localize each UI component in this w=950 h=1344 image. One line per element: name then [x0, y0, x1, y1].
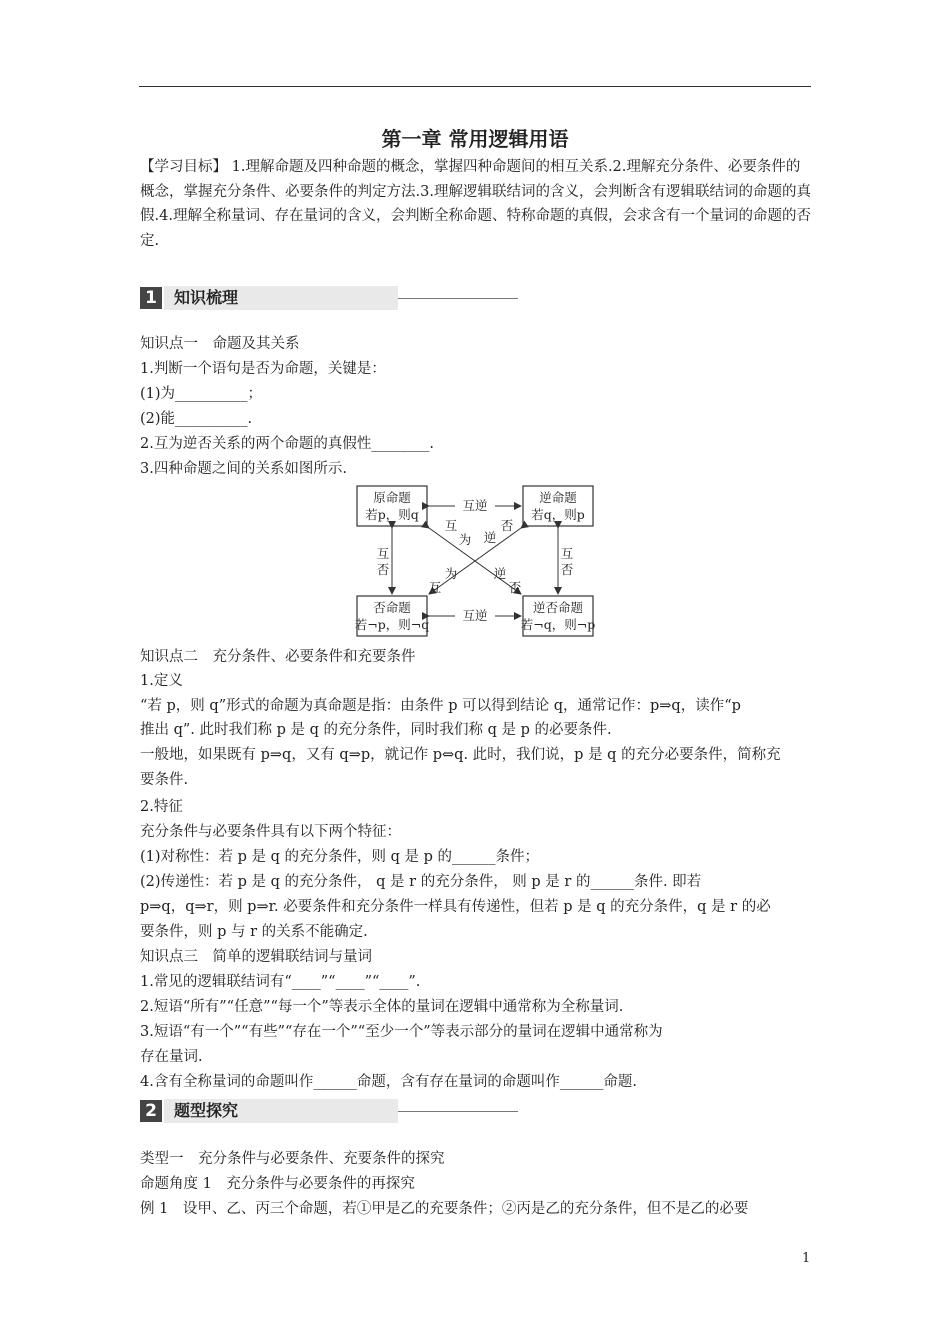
text-line: 1.常见的逻辑联结词有“____”“____”“____”. [140, 974, 421, 990]
header-rule [139, 86, 811, 87]
box-title: 逆命题 [539, 490, 577, 505]
text-line: 1.判断一个语句是否为命题，关键是： [140, 361, 386, 377]
section-rule [398, 298, 518, 299]
angle-1-heading: 命题角度 1 充分条件与必要条件的再探究 [140, 1176, 415, 1192]
text-line: 1.定义 [140, 673, 183, 689]
text-line: 要条件，则 p 与 r 的关系不能确定. [140, 924, 368, 940]
text-line: 充分条件与必要条件具有以下两个特征： [140, 824, 401, 840]
box-sub: 若¬q，则¬p [520, 617, 595, 632]
diagonal-label: 为 [444, 566, 458, 581]
learning-objectives: 【学习目标】 1.理解命题及四种命题的概念，掌握四种命题间的相互关系.2.理解充分条件、必要条件的概念，掌握充分条件、必要条件的判定方法.3.理解逻辑联结词的含义，会判断含有逻辑联结词的命题的真假.4.理解全称量词、存在量词的含义，会判断全称命题、特称命题的真假，会求含有一个量词的命题的否定. [140, 159, 811, 249]
text-line: 推出 q”. 此时我们称 p 是 q 的充分条件，同时我们称 q 是 p 的必要条件. [140, 722, 612, 738]
text-line: 要条件. [140, 772, 189, 788]
inverse-label: 互 [560, 546, 574, 561]
type-1-heading: 类型一 充分条件与必要条件、充要条件的探究 [140, 1151, 445, 1167]
converse-label: 互逆 [462, 608, 488, 623]
inverse-label: 否 [376, 562, 390, 577]
diagonal-label: 逆 [493, 566, 507, 581]
box-title: 逆否命题 [532, 600, 584, 615]
text-line: p⇒q，q⇒r，则 p⇒r. 必要条件和充分条件一样具有传递性，但若 p 是 q 的充分条件，q 是 r 的必 [140, 899, 771, 915]
example-1: 例 1 设甲、乙、丙三个命题，若①甲是乙的充要条件；②丙是乙的充分条件，但不是乙的必要 [140, 1201, 749, 1217]
chapter-title: 第一章 常用逻辑用语 [381, 127, 569, 151]
inverse-label: 互 [376, 546, 390, 561]
text-line: (1)对称性：若 p 是 q 的充分条件，则 q 是 p 的______条件； [140, 849, 540, 865]
diagonal-label: 互 [444, 518, 458, 533]
text-line: (2)能__________. [140, 411, 253, 427]
box-title: 原命题 [373, 490, 411, 505]
text-line: (1)为__________； [140, 386, 263, 402]
section-number: 2 [140, 1100, 162, 1122]
section-label: 知识梳理 [164, 286, 398, 310]
diagonal-label: 否 [500, 518, 514, 533]
box-sub: 若p，则q [365, 507, 419, 522]
diagonal-label: 否 [508, 580, 522, 595]
knowledge-point-2-heading: 知识点二 充分条件、必要条件和充要条件 [140, 649, 416, 665]
text-line: 2.特征 [140, 799, 183, 815]
diagonal-label: 互 [428, 580, 442, 595]
text-line: 一般地，如果既有 p⇒q，又有 q⇒p，就记作 p⇔q. 此时，我们说，p 是 q 的充分必要条件，简称充 [140, 747, 781, 763]
knowledge-point-1-heading: 知识点一 命题及其关系 [140, 336, 300, 352]
text-line: 4.含有全称量词的命题叫作______命题，含有存在量词的命题叫作______命题. [140, 1074, 637, 1090]
diagonal-label: 逆 [483, 530, 497, 545]
text-line: 2.互为逆否关系的两个命题的真假性________. [140, 436, 434, 452]
section-rule [398, 1111, 518, 1112]
text-line: 3.四种命题之间的关系如图所示. [140, 461, 347, 477]
diagonal-label: 为 [458, 532, 472, 547]
section-number: 1 [140, 287, 162, 309]
knowledge-point-3-heading: 知识点三 简单的逻辑联结词与量词 [140, 949, 372, 965]
page-number: 1 [802, 1251, 811, 1266]
converse-label: 互逆 [462, 498, 488, 513]
box-sub: 若q，则p [531, 507, 585, 522]
inverse-label: 否 [560, 562, 574, 577]
text-line: “若 p，则 q”形式的命题为真命题是指：由条件 p 可以得到结论 q，通常记作：p⇒q，读作“p [140, 698, 741, 714]
text-line: 3.短语“有一个”“有些”“存在一个”“至少一个”等表示部分的量词在逻辑中通常称为 [140, 1024, 663, 1040]
box-title: 否命题 [373, 600, 411, 615]
four-propositions-diagram [355, 482, 595, 640]
text-line: 2.短语“所有”“任意”“每一个”等表示全体的量词在逻辑中通常称为全称量词. [140, 999, 624, 1015]
text-line: (2)传递性：若 p 是 q 的充分条件， q 是 r 的充分条件， 则 p 是 r 的______条件. 即若 [140, 874, 702, 890]
box-sub: 若¬p，则¬q [355, 617, 430, 632]
text-line: 存在量词. [140, 1049, 203, 1065]
section-label: 题型探究 [164, 1099, 398, 1123]
